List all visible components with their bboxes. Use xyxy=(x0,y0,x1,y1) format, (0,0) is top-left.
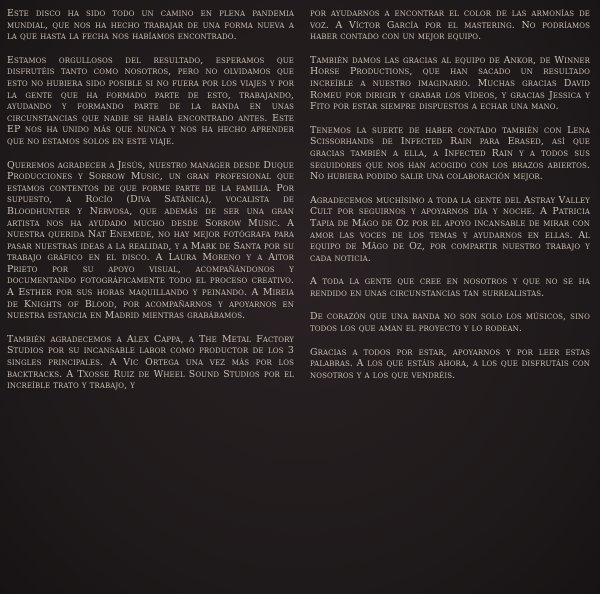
paragraph: Queremos agradecer a Jesús, nuestro manager desde Duque Producciones y Sorrow Music, un gran profesional que estamos contentos de que forme parte de la familia. Por supuesto, a Rocío (Diva Satánica), vocalista de Bloodhunter y Nervosa, que además de ser una gran artista nos ha ayudado mucho desde Sorrow Music. A nuestra querida Nat Enemede, no hay mejor fotógrafa para pasar nuestras ideas a la realidad, y a Mark de Santa por su trabajo gráfico en el disco. A Laura Moreno y a Aitor Prieto por su apoyo visual, acompañándonos y documentando fotográficamente todo el proceso creativo. A Esther por sus horas maquillando y peinando. A Mireia de Knights of Blood, por acompañarnos y apoyarnos en nuestra estancia en Madrid mientras grabábamos. xyxy=(7,159,294,322)
left-text-column xyxy=(7,8,294,404)
paragraph: Estamos orgullosos del resultado, esperamos que disfrutéis tanto como nosotros, pero no olvidamos que esto no hubiera sido posible si no fuera por los viajes y por la gente que ha formado parte de esto, trabajando, ayudando y formando parte de la banda en unas circunstancias que nadie se había encontrado antes. Este EP nos ha unido más que nunca y nos ha hecho aprender que no estamos solos en este viaje. xyxy=(7,54,294,147)
paragraph: También agradecemos a Alex Cappa, a The Metal Factory Studios por su incansable labor como productor de los 3 singles principales. A Vic Ortega una vez más por los backtracks. A Txosse Ruiz de Wheel Sound Studios por el increíble trato y trabajo, y xyxy=(7,333,294,392)
paragraph: De corazón que una banda no son solo los músicos, sino todos los que aman el proyecto y lo rodean. xyxy=(310,311,590,335)
paragraph: También damos las gracias al equipo de Ankor, de Winner Horse Productions, que han sacado un resultado increíble a nuestro imaginario. Muchas gracias David Romeu por dirigir y grabar los vídeos, y gracias Jessica y Fito por estar siempre dispuestos a echar una mano. xyxy=(310,54,590,113)
right-text-column xyxy=(310,8,590,393)
paragraph: Agradecemos muchísimo a toda la gente del Astray Valley Cult por seguirnos y apoyarnos día y noche. A Patricia Tapia de Mágo de Oz por el apoyo incansable de mirar con amor las voces de los temas y ayudarnos en ellas. Al equipo de Mägo de Oz, por compartir nuestro trabajo y cada noticia. xyxy=(310,194,590,264)
paragraph: Tenemos la suerte de haber contado también con Lena Scissorhands de Infected Rain para Erased, así que gracias también a ella, a Infected Rain y a todos sus seguidores que nos han acogido con los brazos abiertos. No hubiera podido salir una colaboración mejor. xyxy=(310,124,590,183)
paragraph: Gracias a todos por estar, apoyarnos y por leer estas palabras. A los que estáis ahora, a los que disfrutáis con nosotros y a los que vendréis. xyxy=(310,346,590,381)
paragraph: por ayudarnos a encontrar el color de las armonías de voz. A Víctor García por el mastering. No podríamos haber contado con un mejor equipo. xyxy=(310,8,590,43)
paragraph: Este disco ha sido todo un camino en plena pandemia mundial, que nos ha hecho trabajar de una forma nueva a la que hasta la fecha nos habíamos encontrado. xyxy=(7,8,294,43)
paragraph: A toda la gente que cree en nosotros y que no se ha rendido en unas circunstancias tan surrealistas. xyxy=(310,276,590,299)
